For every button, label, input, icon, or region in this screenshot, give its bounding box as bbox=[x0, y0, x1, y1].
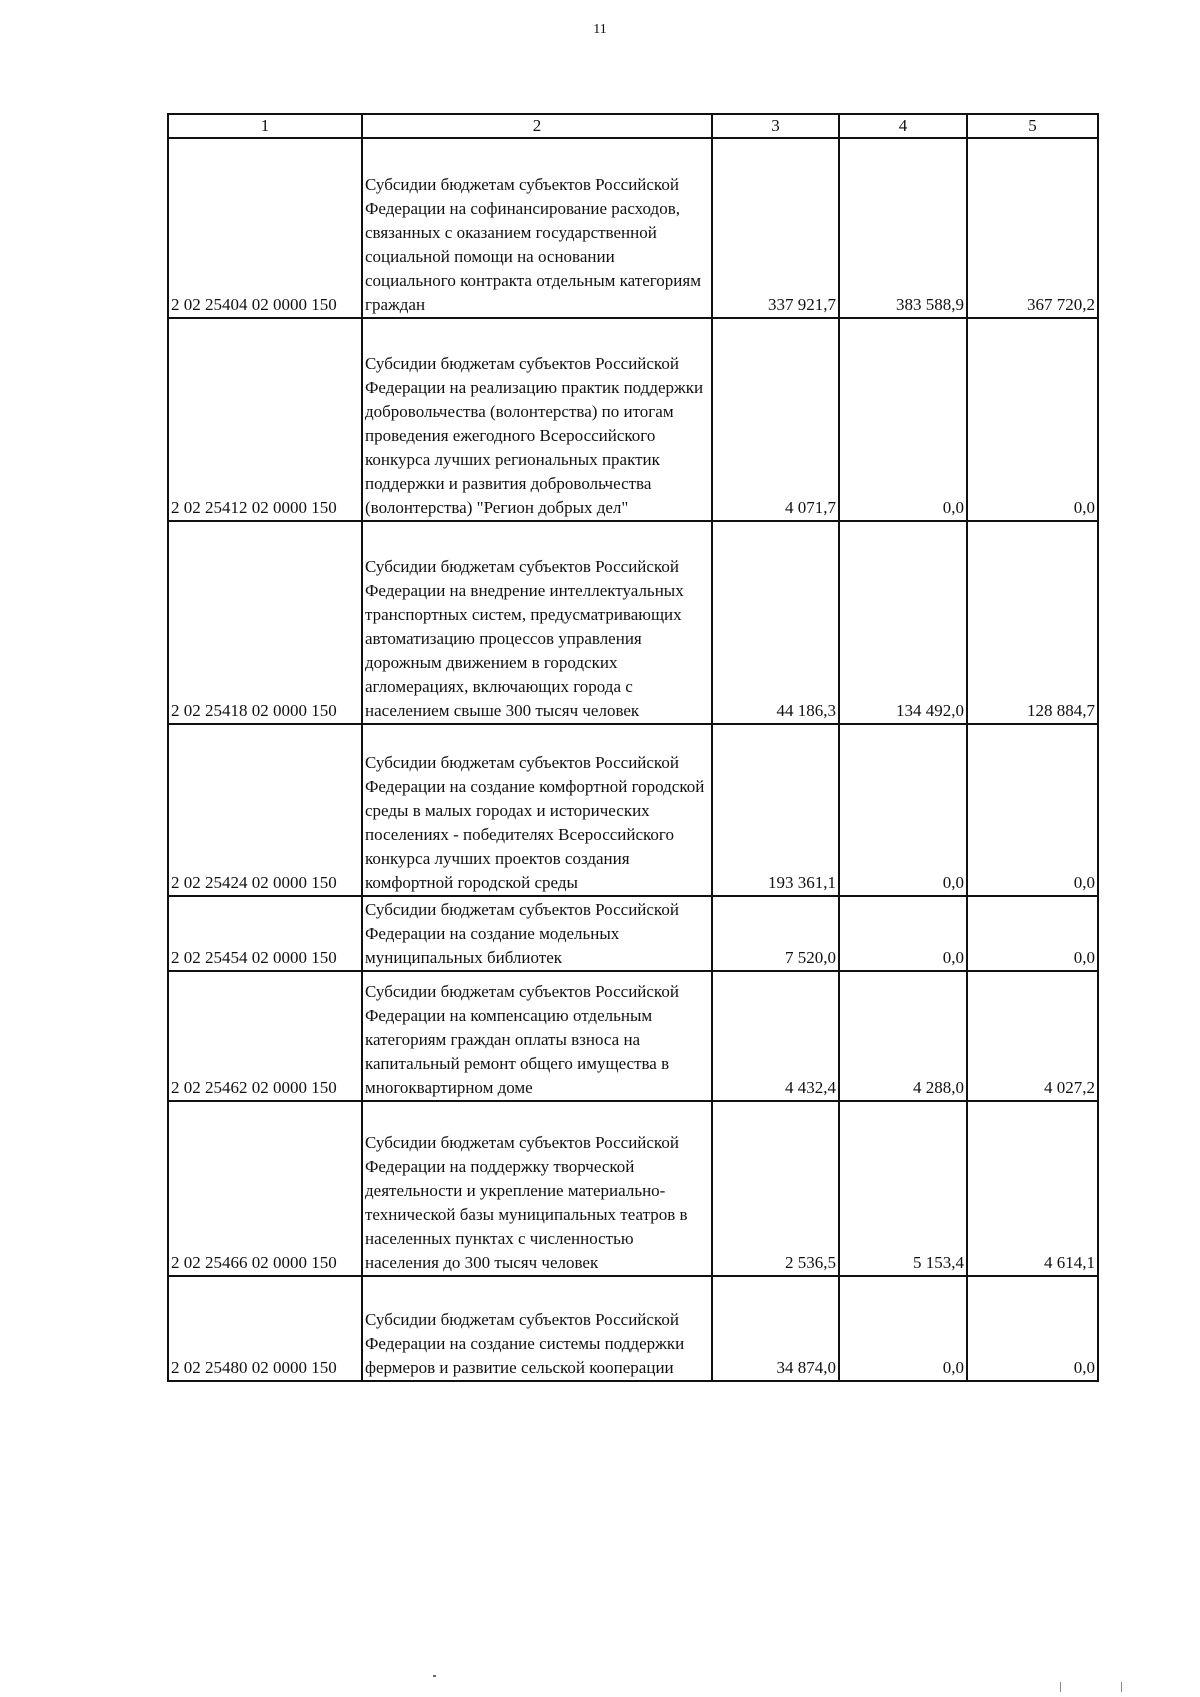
amount-col4-cell: 134 492,0 bbox=[839, 521, 967, 724]
table-row bbox=[168, 724, 1098, 896]
amount-col5-cell: 128 884,7 bbox=[967, 521, 1098, 724]
table-row bbox=[168, 521, 1098, 724]
amount-col3-cell: 44 186,3 bbox=[712, 521, 839, 724]
amount-col3-cell: 193 361,1 bbox=[712, 724, 839, 896]
table-row bbox=[168, 896, 1098, 971]
table-row bbox=[168, 138, 1098, 318]
column-header-4: 4 bbox=[839, 114, 967, 138]
amount-col3-cell: 4 432,4 bbox=[712, 971, 839, 1101]
amount-col3-cell: 337 921,7 bbox=[712, 138, 839, 318]
amount-col4-cell: 0,0 bbox=[839, 1276, 967, 1381]
amount-col4-cell: 0,0 bbox=[839, 318, 967, 521]
amount-col5-cell: 4 027,2 bbox=[967, 971, 1098, 1101]
budget-code-cell: 2 02 25418 02 0000 150 bbox=[168, 521, 362, 724]
amount-col5-cell: 0,0 bbox=[967, 724, 1098, 896]
description-cell: Субсидии бюджетам субъектов Российской Федерации на создание системы поддержки фермеров и развитие сельской кооперации bbox=[362, 1276, 712, 1381]
amount-col5-cell: 4 614,1 bbox=[967, 1101, 1098, 1276]
amount-col4-cell: 383 588,9 bbox=[839, 138, 967, 318]
description-cell: Субсидии бюджетам субъектов Российской Федерации на софинансирование расходов, связанных с оказанием государственной социальной помощи на основании социального контракта отдельным категориям граждан bbox=[362, 138, 712, 318]
amount-col5-cell: 0,0 bbox=[967, 318, 1098, 521]
budget-code-cell: 2 02 25412 02 0000 150 bbox=[168, 318, 362, 521]
budget-code-cell: 2 02 25454 02 0000 150 bbox=[168, 896, 362, 971]
column-header-3: 3 bbox=[712, 114, 839, 138]
budget-code-cell: 2 02 25466 02 0000 150 bbox=[168, 1101, 362, 1276]
description-cell: Субсидии бюджетам субъектов Российской Федерации на компенсацию отдельным категориям граждан оплаты взноса на капитальный ремонт общего имущества в многоквартирном доме bbox=[362, 971, 712, 1101]
table-row bbox=[168, 1276, 1098, 1381]
amount-col3-cell: 34 874,0 bbox=[712, 1276, 839, 1381]
budget-code-cell: 2 02 25480 02 0000 150 bbox=[168, 1276, 362, 1381]
amount-col5-cell: 0,0 bbox=[967, 1276, 1098, 1381]
description-cell: Субсидии бюджетам субъектов Российской Федерации на реализацию практик поддержки добровольчества (волонтерства) по итогам проведения ежегодного Всероссийского конкурса лучших региональных практик поддержки и развития добровольчества (волонтерства) "Регион добрых дел" bbox=[362, 318, 712, 521]
amount-col4-cell: 0,0 bbox=[839, 896, 967, 971]
description-cell: Субсидии бюджетам субъектов Российской Федерации на создание модельных муниципальных библиотек bbox=[362, 896, 712, 971]
column-header-5: 5 bbox=[967, 114, 1098, 138]
budget-revenue-table bbox=[167, 113, 1099, 1382]
budget-code-cell: 2 02 25404 02 0000 150 bbox=[168, 138, 362, 318]
budget-code-cell: 2 02 25462 02 0000 150 bbox=[168, 971, 362, 1101]
column-header-2: 2 bbox=[362, 114, 712, 138]
column-header-1: 1 bbox=[168, 114, 362, 138]
budget-code-cell: 2 02 25424 02 0000 150 bbox=[168, 724, 362, 896]
scan-edge-marks bbox=[1060, 1682, 1122, 1692]
amount-col3-cell: 4 071,7 bbox=[712, 318, 839, 521]
table-row bbox=[168, 971, 1098, 1101]
description-cell: Субсидии бюджетам субъектов Российской Федерации на создание комфортной городской среды в малых городах и исторических поселениях - победителях Всероссийского конкурса лучших проектов создания комфортной городской среды bbox=[362, 724, 712, 896]
amount-col4-cell: 5 153,4 bbox=[839, 1101, 967, 1276]
table-row bbox=[168, 318, 1098, 521]
amount-col5-cell: 0,0 bbox=[967, 896, 1098, 971]
amount-col5-cell: 367 720,2 bbox=[967, 138, 1098, 318]
description-cell: Субсидии бюджетам субъектов Российской Федерации на внедрение интеллектуальных транспортных систем, предусматривающих автоматизацию процессов управления дорожным движением в городских агломерациях, включающих города с населением свыше 300 тысяч человек bbox=[362, 521, 712, 724]
amount-col3-cell: 2 536,5 bbox=[712, 1101, 839, 1276]
table-header-row bbox=[168, 114, 1098, 138]
description-cell: Субсидии бюджетам субъектов Российской Федерации на поддержку творческой деятельности и укрепление материально-технической базы муниципальных театров в населенных пунктах с численностью населения до 300 тысяч человек bbox=[362, 1101, 712, 1276]
amount-col3-cell: 7 520,0 bbox=[712, 896, 839, 971]
table-row bbox=[168, 1101, 1098, 1276]
amount-col4-cell: 0,0 bbox=[839, 724, 967, 896]
amount-col4-cell: 4 288,0 bbox=[839, 971, 967, 1101]
page-number: 11 bbox=[593, 22, 607, 37]
scan-speck bbox=[433, 1675, 436, 1677]
